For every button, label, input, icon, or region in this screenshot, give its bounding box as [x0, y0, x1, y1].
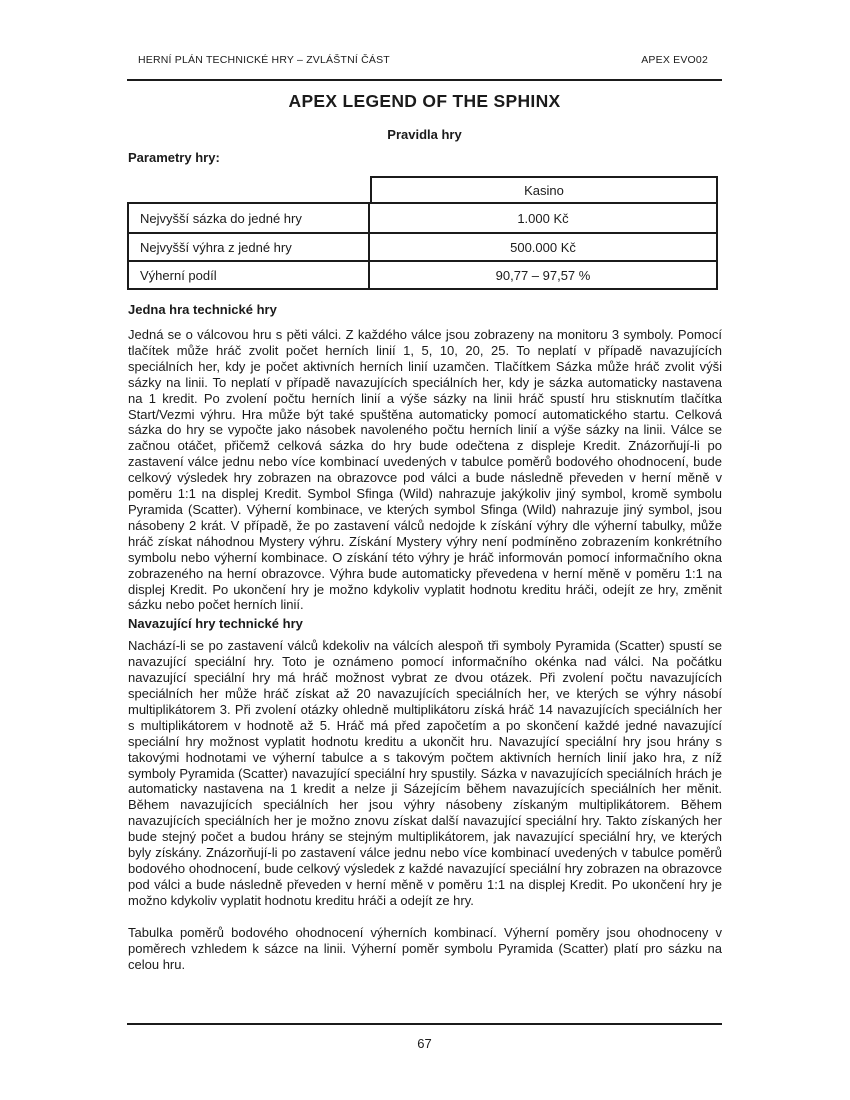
- header-rule: [127, 79, 722, 81]
- table-body: [127, 202, 718, 290]
- params-label: Parametry hry:: [128, 150, 220, 165]
- row-label: Nejvyšší výhra z jedné hry: [129, 234, 370, 260]
- row-value: 90,77 – 97,57 %: [495, 267, 591, 283]
- table-row: [129, 204, 716, 232]
- document-body: [128, 302, 722, 972]
- section-heading-jedna-hra: Jedna hra technické hry: [128, 302, 277, 317]
- header-left-text: HERNÍ PLÁN TECHNICKÉ HRY – ZVLÁŠTNÍ ČÁST: [138, 54, 390, 66]
- section-heading-navazujici-hry: Navazující hry technické hry: [128, 616, 303, 632]
- table-row: [129, 260, 716, 288]
- page-subtitle: Pravidla hry: [387, 127, 462, 142]
- table-row: [129, 232, 716, 260]
- page-number: 67: [417, 1036, 432, 1051]
- table-header-cell: Kasino: [370, 176, 718, 202]
- paragraph: Jedná se o válcovou hru s pěti válci. Z každého válce jsou zobrazeny na monitoru 3 symboly. Pomocí tlačítek může hráč zvolit počet herních linií 1, 5, 10, 20, 25. To neplatí v případě navazujících speciálních her, kdy je počet aktivních herních linií uzamčen. Tlačítkem Sázka může hráč zvolit výši sázky na linii. To neplatí v případě navazujících speciálních her, kdy je sázka automaticky nastavena na 1 kredit. Po zvolení počtu herních linií a výše sázky na linii hráč spustí hru stisknutím tlačítka Start/Vezmi výhru. Hra může být také spuštěna automaticky pomocí automatického startu. Celková sázka do hry se vypočte jako násobek navoleného počtu herních linií a výše sázky na linii. Válce se začnou otáčet, přičemž celková sázka do hry bude odečtena z displeje Kredit. Znázorňují-li po zastavení válce jednu nebo více kombinací uvedených v tabulce poměrů bodového ohodnocení, bude celkový výsledek hry zobrazen na obrazovce pod válci a bude následně převeden v herní měně v poměru 1:1 na displej Kredit. Symbol Sfinga (Wild) nahrazuje jakýkoliv jiný symbol, kromě symbolu Pyramida (Scatter). Výherní kombinace, ve kterých symbol Sfinga (Wild) nahrazuje jiný symbol, jsou násobeny 2 krát. V případě, že po zastavení válců nedojde k získání výhry dle výherní tabulky, může hráč získat náhodnou Mystery výhru. Získání Mystery výhry není podmíněno zobrazením konkrétního symbolu nebo výherní kombinace. O získání této výhry je hráč informován pomocí informačního okna zobrazeného na herní obrazovce. Výhra bude automaticky převedena v herní měně v poměru 1:1 na displej Kredit. Po ukončení hry je možno kdykoliv vyplatit hodnotu kreditu hráči, odejít ze hry, změnit sázku nebo počet herních linií.: [128, 327, 722, 613]
- row-label: Nejvyšší sázka do jedné hry: [129, 204, 370, 232]
- paragraph: Nachází-li se po zastavení válců kdekoliv na válcích alespoň tři symboly Pyramida (Scatter) spustí se navazující speciální hry. Toto je oznámeno pomocí informačního okénka nad válci. Na počátku navazující speciální hry má hráč možnost vybrat ze dvou otázek. Při zvolení počtu navazujících speciálních her může hráč získat až 20 navazujících speciálních her, ve kterých se výhry násobí multiplikátorem 3. Při zvolení otázky ohledně multiplikátoru získá hráč 14 navazujících speciálních her s multiplikátorem v hodnotě až 5. Hráč má před započetím a po skončení každé jedné navazující speciální hry možnost vyplatit hodnotu kreditu a ukončit hru. Navazující speciální hry jsou hrány s takovými hodnotami ve výherní tabulce a s takovým počtem aktivních herních linií jako hra, z níž symboly Pyramida (Scatter) navazující speciální hry spustily. Sázka v navazujících speciálních hrách je automaticky nastavena na 1 kredit a nelze ji Sázejícím během navazujících speciálních her měnit. Během navazujících speciálních her jsou výhry násobeny získaným multiplikátorem. Během navazujících speciálních her je možno znovu získat další navazující speciální hry. Takto získaných her bude stejný počet a budou hrány se stejným multiplikátorem, jak navazující speciální hry, ve kterých byly získány. Znázorňují-li po zastavení válce jednu nebo více kombinací uvedených v tabulce poměrů bodového ohodnocení, bude celkový výsledek z každé navazující speciální hry zobrazen na obrazovce pod válci a bude následně převeden v herní měně v poměru 1:1 na displej Kredit. Po ukončení hry je možno kdykoliv vyplatit hodnotu kreditu hráči a odejít ze hry.: [128, 638, 722, 908]
- row-value: 1.000 Kč: [517, 210, 569, 226]
- paragraph: Tabulka poměrů bodového ohodnocení výherních kombinací. Výherní poměry jsou ohodnoceny v poměrech vzhledem k sázce na linii. Výherní poměr symbolu Pyramida (Scatter) platí pro sázku na celou hru.: [128, 924, 722, 972]
- row-value: 500.000 Kč: [510, 239, 576, 255]
- page-title: APEX LEGEND OF THE SPHINX: [288, 91, 561, 111]
- footer-rule: [127, 1023, 722, 1025]
- parameters-table: [127, 176, 718, 290]
- running-header: [138, 54, 708, 66]
- row-label: Výherní podíl: [129, 262, 370, 288]
- header-right-text: APEX EVO02: [641, 54, 708, 66]
